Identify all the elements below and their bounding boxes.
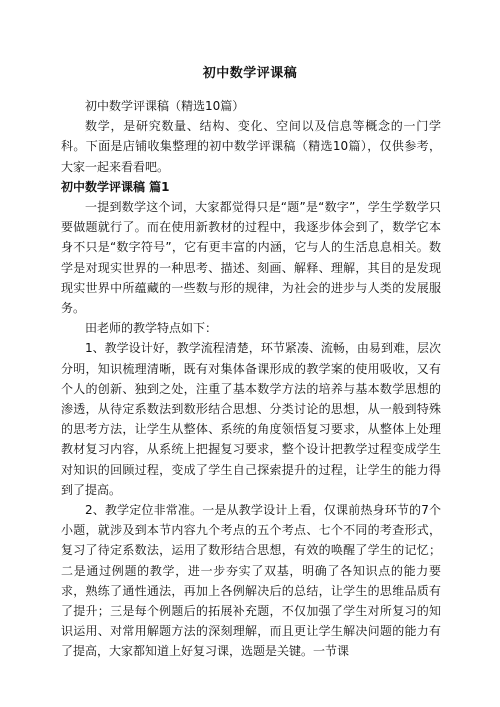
- body-paragraph-4: 2、教学定位非常准。一是从教学设计上看，仅课前热身环节的7个小题，就涉及到本节内容九个考点的五个考点、七个不同的考查形式，复习了待定系数法，运用了数形结合思想，有效的唤醒了学生的记忆；二是通过例题的教学，进一步夯实了双基，明确了各知识点的能力要求，熟练了通性通法，再加上各例解决后的总结，让学生的思维品质有了提升；三是每个例题后的拓展补充题，不仅加强了学生对所复习的知识运用、对常用解题方法的深刻理解，而且更让学生解决问题的能力有了提高，大家都知道上好复习课，选题是关键。一节课: [61, 503, 441, 659]
- intro-paragraph: 数学，是研究数量、结构、变化、空间以及信息等概念的一门学科。下面是店铺收集整理的初中数学评课稿（精选10篇），仅供参考，大家一起来看看吧。: [61, 119, 441, 174]
- section-heading: 初中数学评课稿 篇1: [61, 179, 170, 194]
- subtitle-paragraph: 初中数学评课稿（精选10篇）: [85, 99, 245, 113]
- document-body: [61, 96, 441, 662]
- document-title: 初中数学评课稿: [202, 66, 298, 81]
- body-paragraph-3: 1、教学设计好，教学流程清楚，环节紧凑、流畅，由易到难，层次分明，知识梳理清晰，既有对集体备课形成的教学案的使用吸收，又有个人的创新、独到之处，注重了基本数学方法的培养与基本数学思想的渗透，从待定系数法到数形结合思想、分类讨论的思想，从一般到特殊的思考方法，让学生从整体、系统的角度领悟复习要求，从整体上处理教材复习内容，从系统上把握复习要求，整个设计把教学过程变成学生对知识的回顾过程，变成了学生自己探索提升的过程，让学生的能力得到了提高。: [61, 341, 441, 497]
- body-paragraph-2: 田老师的教学特点如下：: [85, 321, 218, 336]
- body-paragraph-1: 一提到数学这个词，大家都觉得只是“题”是“数字”，学生学数学只要做题就行了。而在使用新教材的过程中，我逐步体会到了，数学它本身不只是“数字符号”，它有更丰富的内涵，它与人的生活息息相关。数学是对现实世界的一种思考、描述、刻画、解释、理解，其目的是发现现实世界中所蕴藏的一些数与形的规律，为社会的进步与人类的发展服务。: [61, 200, 441, 316]
